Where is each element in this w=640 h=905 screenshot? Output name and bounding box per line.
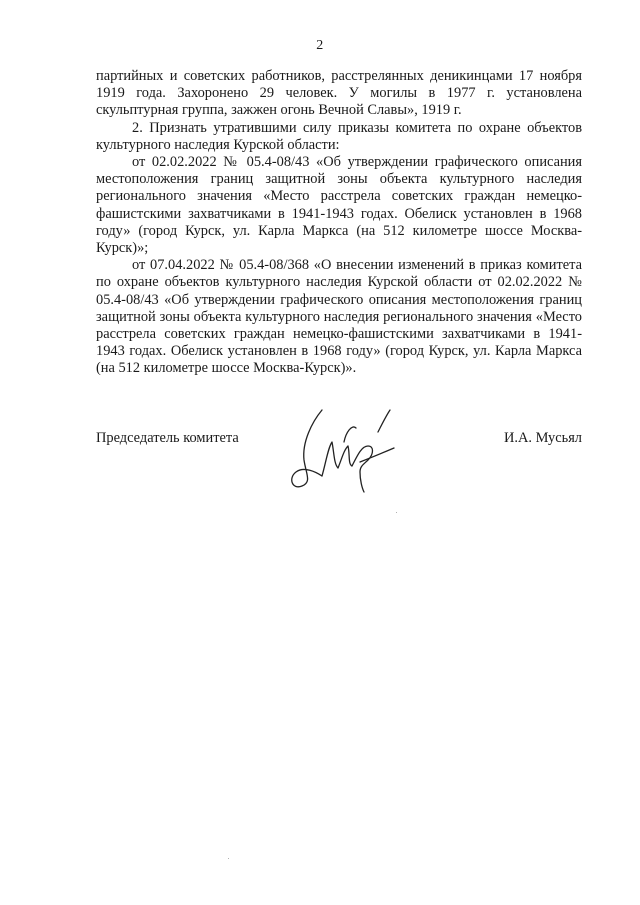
scan-speck	[228, 858, 229, 859]
signatory-name: И.А. Мусьял	[504, 430, 582, 446]
paragraph-clause-2: 2. Признать утратившими силу приказы комитета по охране объектов культурного наследия Курской области:	[96, 119, 582, 153]
page-number: 2	[316, 38, 324, 53]
handwritten-signature	[282, 402, 402, 494]
paragraph-burial-description: партийных и советских работников, расстрелянных деникинцами 17 ноября 1919 года. Захоронено 29 человек. У могилы в 1977 г. установлена скульптурная группа, зажжен огонь Вечной Славы», 1919 г.	[96, 68, 582, 119]
scan-speck	[396, 512, 397, 513]
signatory-position: Председатель комитета	[96, 430, 239, 446]
paragraph-order-2022-02-02: от 02.02.2022 № 05.4-08/43 «Об утверждении графического описания местоположения границ защитной зоны объекта культурного наследия регионального значения «Место расстрела советских граждан немецко-фашистскими захватчиками в 1941-1943 годах. Обелиск установлен в 1968 году» (город Курск, ул. Карла Маркса (на 512 километре шоссе Москва-Курск)»;	[96, 154, 582, 257]
document-body	[96, 68, 582, 378]
paragraph-order-2022-04-07: от 07.04.2022 № 05.4-08/368 «О внесении изменений в приказ комитета по охране объектов культурного наследия Курской области от 02.02.2022 № 05.4-08/43 «Об утверждении графического описания местоположения границ защитной зоны объекта культурного наследия регионального значения «Место расстрела советских граждан немецко-фашистскими захватчиками в 1941-1943 годах. Обелиск установлен в 1968 году» (город Курск, ул. Карла Маркса (на 512 километре шоссе Москва-Курск)».	[96, 257, 582, 377]
